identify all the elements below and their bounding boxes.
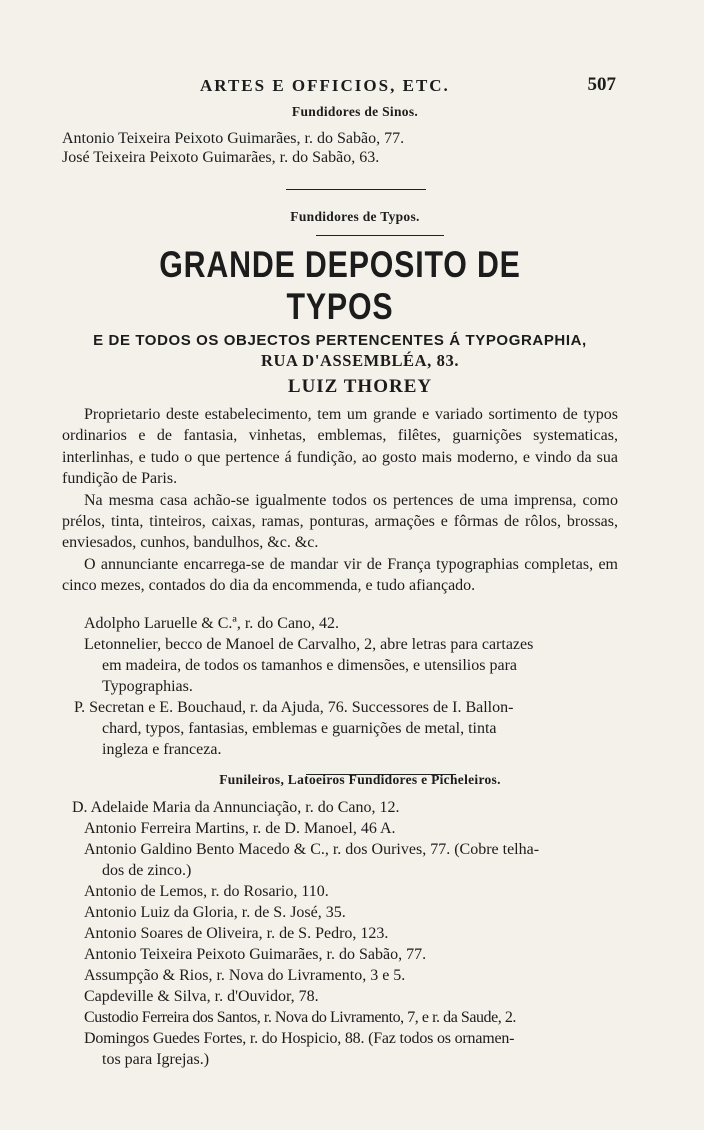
list-item-continuation: em madeira, de todos os tamanhos e dimensões, e utensilios para <box>102 657 518 674</box>
list-item: Antonio Luiz da Gloria, r. de S. José, 35. <box>84 904 346 921</box>
running-head: ARTES E OFFICIOS, ETC. <box>200 76 450 95</box>
list-item: Antonio de Lemos, r. do Rosario, 110. <box>84 883 329 900</box>
list-item: Letonnelier, becco de Manoel de Carvalho, 2, abre letras para cartazes <box>84 636 534 653</box>
list-item: Domingos Guedes Fortes, r. do Hospicio, 88. (Faz todos os ornamen- <box>84 1030 515 1047</box>
section-sinos <box>62 104 618 190</box>
page-number: 507 <box>587 74 616 95</box>
list-item: Antonio Teixeira Peixoto Guimarães, r. do Sabão, 77. <box>62 130 405 147</box>
ad-name: LUIZ THOREY <box>287 376 433 397</box>
divider <box>316 235 444 236</box>
section-title-sinos: Fundidores de Sinos. <box>291 104 419 119</box>
section-typos <box>62 209 618 236</box>
list-item: Assumpção & Rios, r. Nova do Livramento, 3 e 5. <box>84 967 406 984</box>
list-item: Antonio Teixeira Peixoto Guimarães, r. do Sabão, 77. <box>84 946 427 963</box>
list-item-continuation: tos para Igrejas.) <box>102 1051 210 1068</box>
section-funileiros <box>62 772 618 788</box>
list-item: Antonio Soares de Oliveira, r. de S. Pedro, 123. <box>84 925 389 942</box>
typos-advertisement <box>62 244 618 597</box>
list-item-continuation: dos de zinco.) <box>102 862 192 879</box>
divider <box>286 189 426 190</box>
list-item: Antonio Galdino Bento Macedo & C., r. dos Ourives, 77. (Cobre telha- <box>84 841 540 858</box>
list-item-continuation: Typographias. <box>102 678 193 695</box>
list-item: José Teixeira Peixoto Guimarães, r. do Sabão, 63. <box>62 149 380 166</box>
ad-paragraph: O annunciante encarrega-se de mandar vir de França typographias completas, em cinco mezes, contados do dia da encommenda, e tudo afiançado. <box>62 555 618 595</box>
list-item: Adolpho Laruelle & C.ª, r. do Cano, 42. <box>84 615 340 632</box>
ad-subline: E DE TODOS OS OBJECTOS PERTENCENTES Á TYPOGRAPHIA, <box>93 332 587 349</box>
list-item-continuation: ingleza e franceza. <box>102 741 222 758</box>
list-item: P. Secretan e E. Bouchaud, r. da Ajuda, 76. Successores de I. Ballon- <box>74 699 514 716</box>
ad-paragraph: Na mesma casa achão-se igualmente todos os pertences de uma imprensa, como prélos, tinta, tinteiros, caixas, ramas, ponturas, armações e fôrmas de rôlos, brossas, enviesados, cunhos, bandulhos, &c. &c. <box>62 491 618 552</box>
list-item: Capdeville & Silva, r. d'Ouvidor, 78. <box>84 988 319 1005</box>
page-header <box>200 76 616 100</box>
ad-headline: GRANDE DEPOSITO DE TYPOS <box>159 244 521 327</box>
list-item: Antonio Ferreira Martins, r. de D. Manoel, 46 A. <box>84 820 396 837</box>
section-title-funileiros: Funileiros, Latoeiros Fundidores e Picheleiros. <box>219 772 501 787</box>
ad-paragraph: Proprietario deste estabelecimento, tem um grande e variado sortimento de typos ordinarios e de fantasia, vinhetas, emblemas, filêtes, guarnições systematicas, interlinhas, e tudo o que pertence á fundição, ao gosto mais moderno, e vindo da sua fundição de Paris. <box>62 406 618 488</box>
list-item: Custodio Ferreira dos Santos, r. Nova do Livramento, 7, e r. da Saude, 2. <box>84 1009 516 1026</box>
ad-address: RUA D'ASSEMBLÉA, 83. <box>260 351 460 370</box>
typos-entries <box>62 613 618 775</box>
list-item-continuation: chard, typos, fantasias, emblemas e guarnições de metal, tinta <box>102 720 497 737</box>
list-item: D. Adelaide Maria da Annunciação, r. do Cano, 12. <box>72 799 400 816</box>
funileiros-entries <box>62 797 618 1070</box>
section-title-typos: Fundidores de Typos. <box>290 209 420 224</box>
